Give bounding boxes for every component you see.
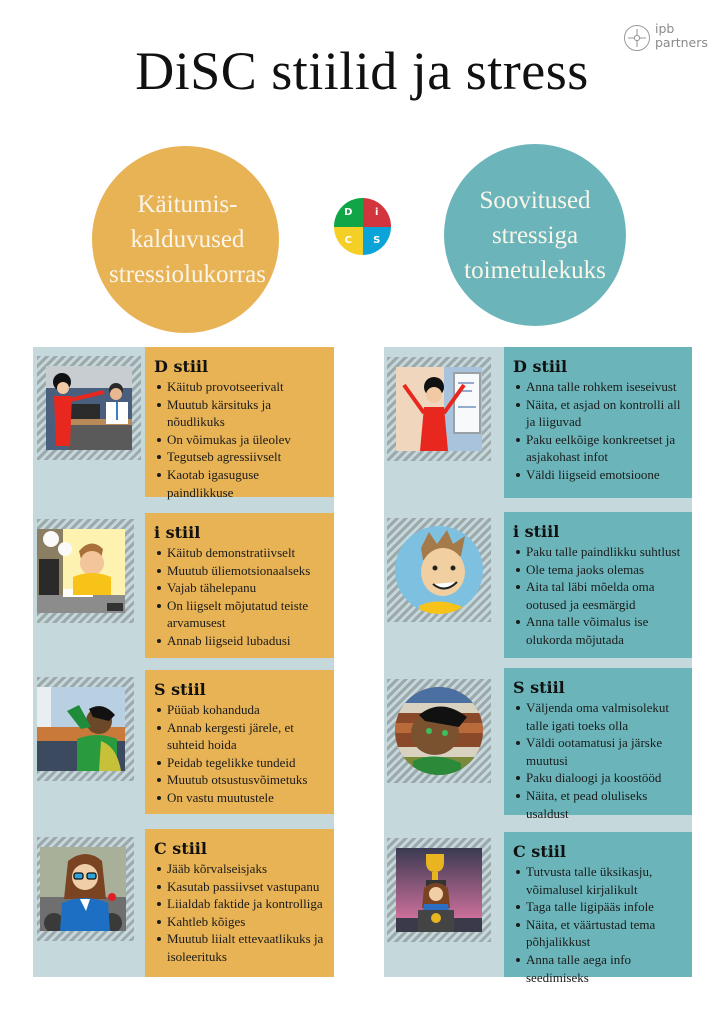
card-image-frame <box>37 519 134 623</box>
list-item: Annab liigseid lubadusi <box>154 632 326 650</box>
list-item: Annab kergesti järele, et suhteid hoida <box>154 719 326 754</box>
behavior-card-c <box>145 829 334 977</box>
list-item: On liigselt mõjutatud teiste arvamusest <box>154 597 326 632</box>
page-title: DiSC stiilid ja stress <box>135 41 589 101</box>
card-image-frame <box>387 838 491 942</box>
logo-line2: partners <box>655 35 708 50</box>
bullet-list <box>513 543 684 649</box>
list-item: Näita, et pead oluliseks usaldust <box>513 787 684 822</box>
disc-c-quadrant: C <box>334 227 363 256</box>
puzzle-circle-icon <box>624 25 650 51</box>
bubble-right-line: toimetulekuks <box>464 256 606 284</box>
list-item: Muutub otsustusvõimetuks <box>154 771 326 789</box>
list-item: Anna talle rohkem iseseivust <box>513 378 684 396</box>
list-item: Paku talle paindlikku suhtlust <box>513 543 684 561</box>
behavior-tendencies-bubble <box>92 146 279 333</box>
card-image-frame <box>37 677 134 781</box>
list-item: Kasutab passiivset vastupanu <box>154 878 326 896</box>
bullet-list <box>513 699 684 822</box>
card-image-frame <box>387 518 491 622</box>
list-item: Vajab tähelepanu <box>154 579 326 597</box>
disc-quadrant-logo <box>334 198 391 255</box>
card-image-frame <box>387 679 491 783</box>
bubble-left-line: stressiolukorras <box>109 261 266 288</box>
woman-pointing-illustration <box>46 366 132 450</box>
bubble-left-line: kalduvused <box>130 226 245 253</box>
list-item: Muutub kärsituks ja nõudlikuks <box>154 396 326 431</box>
list-item: Käitub demonstratiivselt <box>154 544 326 562</box>
list-item: Püüab kohanduda <box>154 701 326 719</box>
card-image-frame <box>387 357 491 461</box>
list-item: Näita, et väärtustad tema põhjalikkust <box>513 916 684 951</box>
list-item: Näita, et asjad on kontrolli all ja liiguvad <box>513 396 684 431</box>
list-item: Liialdab faktide ja kontrolliga <box>154 895 326 913</box>
list-item: Peidab tegelikke tundeid <box>154 754 326 772</box>
list-item: Kaotab igasuguse paindlikkuse <box>154 466 326 501</box>
list-item: Väldi ootamatusi ja järske muutusi <box>513 734 684 769</box>
behavior-panel <box>33 347 334 977</box>
card-title: D stiil <box>154 357 209 376</box>
list-item: Anna talle võimalus ise olukorda mõjutada <box>513 613 684 648</box>
list-item: Käitub provotseerivalt <box>154 378 326 396</box>
list-item: On võimukas ja üleolev <box>154 431 326 449</box>
list-item: Taga talle ligipääs infole <box>513 898 684 916</box>
card-title: S stiil <box>154 680 206 699</box>
list-item: On vastu muutustele <box>154 789 326 807</box>
man-holding-head-illustration <box>37 687 125 771</box>
disc-i-quadrant: i <box>363 198 392 227</box>
card-title: S stiil <box>513 678 565 697</box>
recommendation-card-s <box>504 668 692 821</box>
recommendation-card-i <box>504 512 692 658</box>
card-title: i stiil <box>513 522 560 541</box>
list-item: Anna talle aega info seedimiseks <box>513 951 684 986</box>
card-title: i stiil <box>154 523 201 542</box>
disc-s-quadrant: S <box>363 227 392 256</box>
list-item: Kahtleb kõiges <box>154 913 326 931</box>
smiling-man-illustration <box>395 526 483 614</box>
card-title: C stiil <box>513 842 566 861</box>
coping-recommendations-bubble <box>444 144 626 326</box>
behavior-card-i <box>145 513 334 658</box>
bullet-list <box>154 701 326 807</box>
woman-with-trophy-illustration <box>396 848 482 932</box>
list-item: Väljenda oma valmisolekut talle igati toeks olla <box>513 699 684 734</box>
list-item: Väldi liigseid emotsioone <box>513 466 684 484</box>
recommendations-panel <box>384 347 692 985</box>
bubble-right-line: stressiga <box>491 221 579 249</box>
recommendation-card-d <box>504 347 692 498</box>
list-item: Aita tal läbi mõelda oma ootused ja eesmärgid <box>513 578 684 613</box>
behavior-card-s <box>145 670 334 814</box>
list-item: Muutub üliemotsionaalseks <box>154 562 326 580</box>
disc-d-quadrant: D <box>334 198 363 227</box>
list-item: Paku eelkõige konkreetset ja asjakohast infot <box>513 431 684 466</box>
behavior-card-d <box>145 347 334 500</box>
card-title: D stiil <box>513 357 568 376</box>
list-item: Tegutseb agressiivselt <box>154 448 326 466</box>
card-image-frame <box>37 837 134 941</box>
stressed-man-illustration <box>37 529 125 613</box>
card-title: C stiil <box>154 839 207 858</box>
bullet-list <box>154 860 326 966</box>
list-item: Paku dialoogi ja koostööd <box>513 769 684 787</box>
card-image-frame <box>37 356 141 460</box>
recommendation-card-c <box>504 832 692 985</box>
bullet-list <box>154 544 326 650</box>
list-item: Tutvusta talle üksikasju, võimalusel kirjalikult <box>513 863 684 898</box>
calm-man-illustration <box>395 687 483 775</box>
list-item: Muutub liialt ettevaatlikuks ja isoleerituks <box>154 930 326 965</box>
list-item: Jääb kõrvalseisjaks <box>154 860 326 878</box>
logo-line1: ipb <box>655 21 675 36</box>
bubble-right-line: Soovitused <box>479 186 591 214</box>
ipb-partners-logo <box>624 22 714 56</box>
woman-with-glasses-illustration <box>40 847 126 931</box>
list-item: Ole tema jaoks olemas <box>513 561 684 579</box>
bullet-list <box>154 378 326 501</box>
bullet-list <box>513 378 684 484</box>
bubble-left-line: Käitumis- <box>137 191 238 218</box>
woman-cheering-illustration <box>396 367 482 451</box>
bullet-list <box>513 863 684 986</box>
